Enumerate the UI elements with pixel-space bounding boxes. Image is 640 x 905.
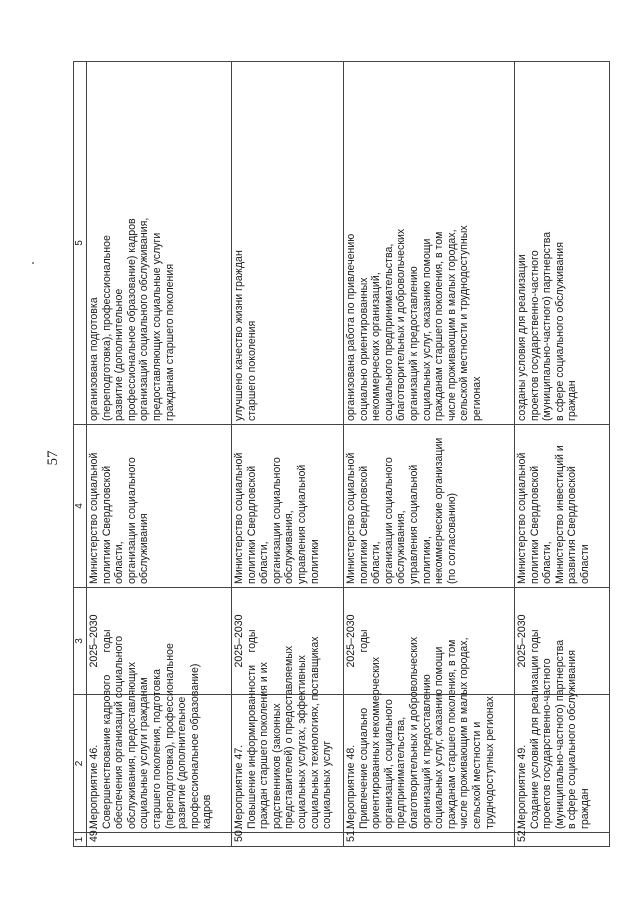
result-cell — [232, 62, 344, 425]
executors-cell-line: области, — [541, 541, 554, 584]
row-number: 52. — [515, 833, 610, 847]
header-col-4: 4 — [74, 425, 87, 588]
event-cell-line: представителей) о предоставляемых — [283, 645, 296, 829]
result-cell-line: проектов государственно-частного — [528, 250, 541, 421]
result-cell-line: некоммерческих организаций, — [370, 272, 383, 421]
event-cell-line: кадров — [201, 794, 214, 829]
event-cell-line: обслуживания, предоставляющих — [125, 662, 138, 829]
result-cell-line: социальных услуг, оказанию помощи — [420, 238, 433, 421]
executors-cell-line: некоммерческие организации — [433, 437, 446, 584]
executors-cell-line: обслуживания, — [283, 510, 296, 584]
period-cell-line: годы — [357, 629, 370, 653]
period-cell-line: годы — [528, 629, 541, 653]
measures-table — [73, 61, 610, 847]
executors-cell-line: Министерство социальной — [345, 452, 357, 584]
executors-cell-line: обслуживания, — [395, 510, 408, 584]
executors-cell-line: области, — [258, 541, 271, 584]
executors-cell-line: области — [578, 544, 591, 584]
result-cell-line: организована работа по привлечению — [345, 233, 357, 421]
page-number: 57 — [45, 450, 61, 466]
period-cell-line: 2025–2030 — [345, 614, 357, 668]
result-cell-line: числе проживающим в малых городах, — [445, 229, 458, 421]
executors-cell — [232, 425, 344, 588]
period-cell-line: 2025–2030 — [516, 614, 528, 668]
executors-cell-line: Министерство социальной — [233, 452, 245, 584]
row-number: 49. — [87, 833, 232, 847]
table-row — [344, 62, 515, 847]
table-row — [87, 62, 232, 847]
result-cell — [87, 62, 232, 425]
event-cell-line: граждан — [578, 788, 591, 829]
event-cell-line: предпринимательства, — [395, 716, 408, 829]
event-cell-line: Создание условий для реализации — [528, 655, 541, 829]
executors-cell-line: области, — [113, 541, 126, 584]
event-cell-line: организаций, социального — [382, 699, 395, 829]
result-cell-line: регионах — [470, 376, 483, 421]
event-cell-line: старшего поколения, подготовка — [150, 668, 163, 829]
event-cell-line: благотворительных и добровольческих — [407, 636, 420, 829]
executors-cell-line: области, — [370, 541, 383, 584]
result-cell-line: гражданам старшего поколения — [163, 263, 176, 421]
executors-cell-line: Министерство социальной — [516, 452, 528, 584]
period-cell-line: 2025–2030 — [88, 614, 100, 668]
result-cell-line: созданы условия для реализации — [516, 254, 528, 421]
header-col-1: 1 — [74, 833, 87, 847]
result-cell — [515, 62, 610, 425]
event-cell-line: (переподготовка), профессиональное — [163, 643, 176, 829]
executors-cell-line: политики — [308, 539, 321, 584]
result-cell-line: социального предпринимательства, — [382, 243, 395, 421]
executors-cell-line: политики, — [420, 536, 433, 584]
row-number: 51. — [344, 833, 515, 847]
event-cell-line: Мероприятие 49. — [516, 744, 528, 829]
event-cell-line: в сфере социального обслуживания — [566, 650, 579, 829]
executors-cell-line: политики Свердловской — [100, 465, 113, 584]
event-cell-line: гражданам старшего поколения, в том — [445, 639, 458, 829]
executors-cell-line: (по согласованию) — [445, 492, 458, 584]
header-col-3: 3 — [74, 588, 87, 695]
header-col-2: 2 — [74, 695, 87, 833]
event-cell-line: ориентированных некоммерческих — [370, 656, 383, 829]
header-col-5: 5 — [74, 62, 87, 425]
result-cell-line: профессиональное образование) кадров — [125, 218, 138, 421]
executors-cell — [515, 425, 610, 588]
period-cell-line: годы — [245, 629, 258, 653]
event-cell-line: Мероприятие 46. — [88, 744, 100, 829]
executors-cell-line: Министерство инвестиций и — [553, 445, 566, 584]
event-cell-line: социальных услуг, оказанию помощи — [433, 646, 446, 829]
executors-cell-line: управления социальной — [295, 464, 308, 584]
result-cell-line: организаций социального обслуживания, — [138, 217, 151, 421]
result-cell-line: граждан — [566, 380, 579, 421]
period-cell-line: годы — [100, 629, 113, 653]
executors-cell-line: Министерство социальной — [88, 452, 100, 584]
event-cell-line: организаций к предоставлению — [420, 674, 433, 829]
event-cell-line: развитие (дополнительное — [176, 696, 189, 829]
event-cell-line: числе проживающим в малых городах, — [458, 637, 471, 829]
result-cell-line: улучшено качество жизни граждан — [233, 250, 245, 421]
executors-cell-line: политики Свердловской — [357, 465, 370, 584]
event-cell-line: социальных услугах, эффективных — [295, 655, 308, 829]
executors-cell-line: управления социальной — [407, 464, 420, 584]
event-cell-line: социальные услуги гражданам — [138, 677, 151, 829]
result-cell-line: в сфере социального обслуживания — [553, 242, 566, 421]
result-cell-line: сельской местности и труднодоступных — [458, 225, 471, 421]
event-cell-line: (муниципально-частного) партнерства — [553, 639, 566, 829]
executors-cell — [87, 425, 232, 588]
period-cell-line: 2025–2030 — [233, 614, 245, 668]
result-cell-line: социально ориентированных — [357, 277, 370, 421]
result-cell-line: организована подготовка — [88, 297, 100, 421]
event-cell-line: социальных услуг — [321, 740, 334, 829]
event-cell-line: Мероприятие 48. — [345, 744, 357, 829]
result-cell-line: развитие (дополнительное — [113, 288, 126, 421]
executors-cell-line: организации социального — [382, 457, 395, 584]
executors-cell-line: организации социального — [125, 457, 138, 584]
event-cell-line: Привлечение социально — [357, 707, 370, 829]
result-cell-line: организаций к предоставлению — [407, 266, 420, 421]
event-cell-line: граждан старшего поколения и их — [258, 662, 271, 829]
event-cell-line: сельской местности и — [470, 721, 483, 829]
result-cell-line: гражданам старшего поколения, в том — [433, 231, 446, 421]
rotated-table-container — [73, 62, 610, 847]
event-cell-line: Повышение информированности — [245, 664, 258, 829]
executors-cell — [344, 425, 515, 588]
executors-cell-line: обслуживания — [138, 513, 151, 584]
event-cell-line: проектов государственно-частного — [541, 658, 554, 829]
event-cell-line: обеспечения организаций социального — [113, 636, 126, 829]
event-cell-line: социальных технологиях, поставщиках — [308, 636, 321, 829]
event-cell-line: Мероприятие 47. — [233, 744, 245, 829]
event-cell-line: труднодоступных регионах — [483, 696, 496, 829]
executors-cell-line: политики Свердловской — [245, 465, 258, 584]
event-cell-line: родственников (законных — [270, 703, 283, 829]
table-row — [232, 62, 344, 847]
result-cell-line: (переподготовка), профессиональное — [100, 235, 113, 421]
result-cell — [344, 62, 515, 425]
table-row — [515, 62, 610, 847]
scan-speck — [32, 262, 34, 264]
result-cell-line: благотворительных и добровольческих — [395, 228, 408, 421]
event-cell-line: профессиональное образование) — [188, 663, 201, 829]
event-cell-line: Совершенствование кадрового — [100, 674, 113, 829]
executors-cell-line: политики Свердловской — [528, 465, 541, 584]
executors-cell-line: развития Свердловской — [566, 466, 579, 584]
header-row — [74, 62, 87, 847]
executors-cell-line: организации социального — [270, 457, 283, 584]
result-cell-line: предоставляющих социальные услуги — [150, 232, 163, 421]
result-cell-line: (муниципально-частного) партнерства — [541, 231, 554, 421]
result-cell-line: старшего поколения — [245, 320, 258, 421]
row-number: 50. — [232, 833, 344, 847]
